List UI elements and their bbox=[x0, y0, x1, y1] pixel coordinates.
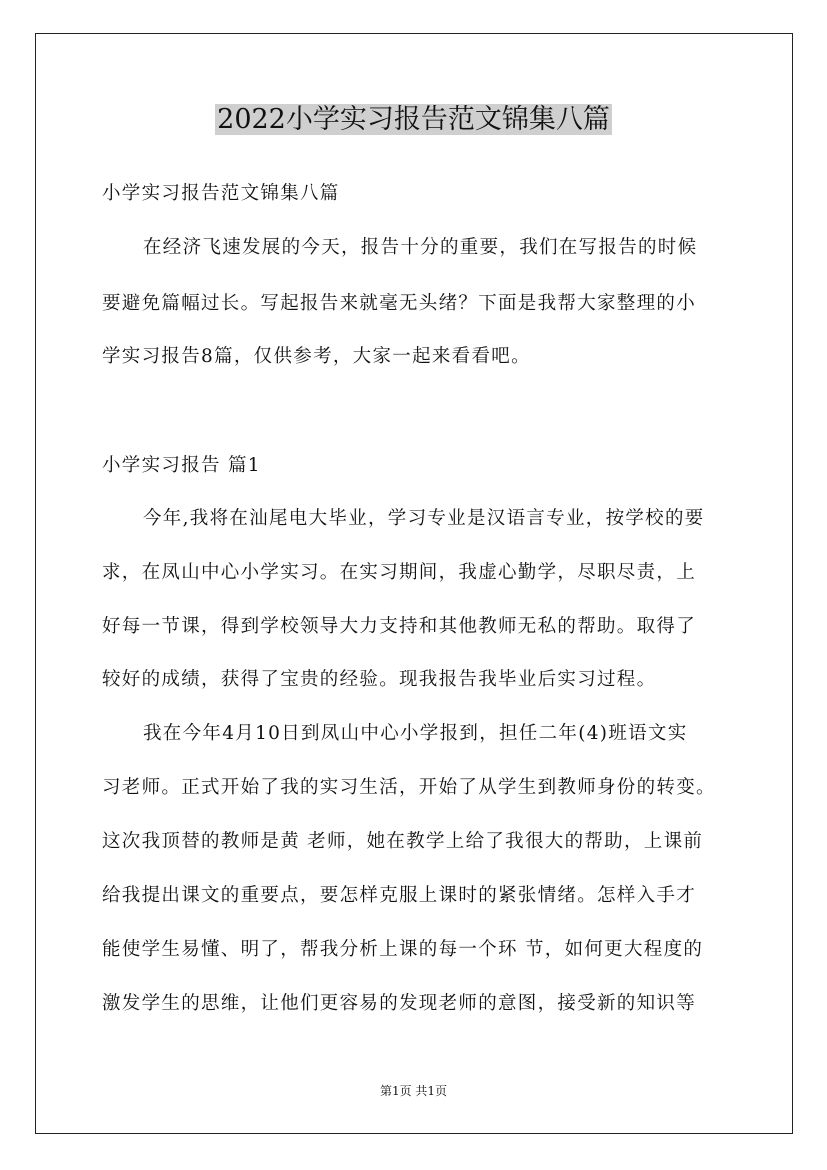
paragraph2-line-4: 给我提出课文的重要点，要怎样克服上课时的紧张情绪。怎样入手才 bbox=[102, 885, 697, 906]
intro-line-1: 在经济飞速发展的今天，报告十分的重要，我们在写报告的时候 bbox=[143, 237, 698, 258]
document-title: 2022小学实习报告范文锦集八篇 bbox=[217, 104, 610, 135]
section-heading: 小学实习报告 篇1 bbox=[102, 455, 261, 476]
paragraph2-line-3: 这次我顶替的教师是黄 老师，她在教学上给了我很大的帮助，上课前 bbox=[102, 831, 704, 852]
paragraph1-line-4: 较好的成绩，获得了宝贵的经验。现我报告我毕业后实习过程。 bbox=[102, 669, 657, 690]
paragraph2-line-2: 习老师。正式开始了我的实习生活，开始了从学生到教师身份的转变。 bbox=[102, 777, 716, 798]
paragraph1-line-1: 今年,我将在汕尾电大毕业，学习专业是汉语言专业，按学校的要 bbox=[143, 508, 705, 529]
paragraph2-line-6: 激发学生的思维，让他们更容易的发现老师的意图，接受新的知识等 bbox=[102, 993, 697, 1014]
intro-line-2: 要避免篇幅过长。写起报告来就毫无头绪？下面是我帮大家整理的小 bbox=[102, 293, 697, 314]
intro-line-3: 学实习报告8篇，仅供参考，大家一起来看看吧。 bbox=[102, 346, 531, 367]
paragraph1-line-2: 求，在凤山中心小学实习。在实习期间，我虚心勤学，尽职尽责，上 bbox=[102, 562, 697, 583]
page-number: 第1页 共1页 bbox=[379, 1084, 448, 1098]
paragraph1-line-3: 好每一节课，得到学校领导大力支持和其他教师无私的帮助。取得了 bbox=[102, 616, 697, 637]
paragraph2-line-1: 我在今年4月10日到凤山中心小学报到，担任二年(4)班语文实 bbox=[143, 723, 688, 744]
subtitle: 小学实习报告范文锦集八篇 bbox=[102, 183, 340, 204]
paragraph2-line-5: 能使学生易懂、明了，帮我分析上课的每一个环 节，如何更大程度的 bbox=[102, 939, 704, 960]
